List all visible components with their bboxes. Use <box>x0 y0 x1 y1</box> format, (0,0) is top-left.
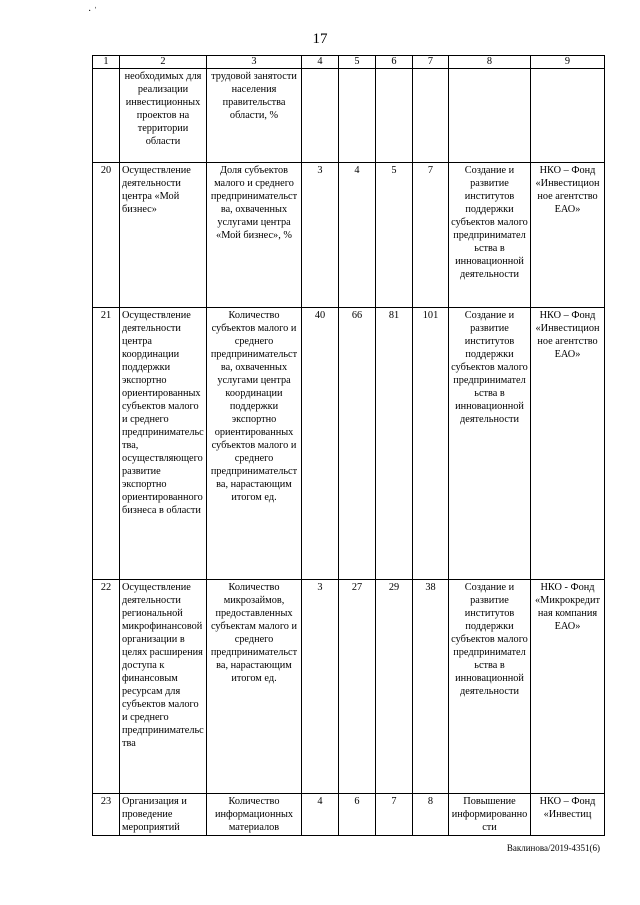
cell-value: 8 <box>413 794 449 836</box>
cell-value: 3 <box>302 163 339 308</box>
cell-num: 20 <box>93 163 120 308</box>
cell-executor: НКО – Фонд «Инвестиционное агентство ЕАО» <box>531 308 605 580</box>
cell-value: 66 <box>339 308 376 580</box>
cell-activity: Осуществление деятельности центра координации поддержки экспортно ориентированных субъектов малого и среднего предпринимательства, осуществляющего развитие экспортно ориентированного бизнеса в области <box>120 308 207 580</box>
cell-result: Создание и развитие институтов поддержки субъектов малого предпринимательства в инновационной деятельности <box>449 308 531 580</box>
cell-value: 4 <box>302 794 339 836</box>
cell-executor: НКО - Фонд «Микрокредитная компания ЕАО» <box>531 580 605 794</box>
table-row <box>93 580 605 794</box>
cell-value: 6 <box>339 794 376 836</box>
table-row <box>93 794 605 836</box>
header-cell: 6 <box>376 56 413 69</box>
program-table <box>92 55 605 836</box>
cell-value: 4 <box>339 163 376 308</box>
cell-value: 3 <box>302 580 339 794</box>
cell-value: 40 <box>302 308 339 580</box>
scan-marks: · ˈ <box>88 6 98 17</box>
cell-value: 29 <box>376 580 413 794</box>
cell-num: 21 <box>93 308 120 580</box>
cell-indicator: Количество информационных материалов <box>207 794 302 836</box>
cell-activity: Организация и проведение мероприятий <box>120 794 207 836</box>
header-cell: 4 <box>302 56 339 69</box>
table-row <box>93 163 605 308</box>
cell-value: 101 <box>413 308 449 580</box>
header-cell: 8 <box>449 56 531 69</box>
page-number: 17 <box>312 31 328 47</box>
cell-value: 81 <box>376 308 413 580</box>
header-cell: 2 <box>120 56 207 69</box>
cell-executor: НКО – Фонд «Инвестиционное агентство ЕАО» <box>531 163 605 308</box>
cell-value: 38 <box>413 580 449 794</box>
header-cell: 9 <box>531 56 605 69</box>
cell-value: 7 <box>413 163 449 308</box>
table-row-continuation <box>93 69 605 163</box>
cell-value <box>302 69 339 163</box>
cell-result: Создание и развитие институтов поддержки субъектов малого предпринимательства в инновационной деятельности <box>449 580 531 794</box>
cell-executor <box>531 69 605 163</box>
cell-value <box>413 69 449 163</box>
cell-value: 5 <box>376 163 413 308</box>
header-cell: 3 <box>207 56 302 69</box>
cell-value <box>339 69 376 163</box>
cell-result: Создание и развитие институтов поддержки субъектов малого предпринимательства в инновационной деятельности <box>449 163 531 308</box>
cell-value: 7 <box>376 794 413 836</box>
table-row <box>93 308 605 580</box>
cell-num <box>93 69 120 163</box>
header-cell: 7 <box>413 56 449 69</box>
cell-activity: Осуществление деятельности центра «Мой бизнес» <box>120 163 207 308</box>
cell-result <box>449 69 531 163</box>
cell-result: Повышение информированности <box>449 794 531 836</box>
cell-indicator: трудовой занятости населения правительства области, % <box>207 69 302 163</box>
header-cell: 1 <box>93 56 120 69</box>
cell-indicator: Количество микрозаймов, предоставленных субъектам малого и среднего предпринимательства, нарастающим итогом ед. <box>207 580 302 794</box>
cell-num: 22 <box>93 580 120 794</box>
header-cell: 5 <box>339 56 376 69</box>
cell-value <box>376 69 413 163</box>
cell-activity: Осуществление деятельности региональной микрофинансовой организации в целях расширения доступа к финансовым ресурсам для субъектов малого и среднего предпринимательства <box>120 580 207 794</box>
cell-num: 23 <box>93 794 120 836</box>
header-row <box>93 56 605 69</box>
cell-executor: НКО – Фонд «Инвестиц <box>531 794 605 836</box>
cell-indicator: Количество субъектов малого и среднего предпринимательства, охваченных услугами центра координации поддержки экспортно ориентированных субъектов малого и среднего предпринимательства, нарастающим итогом ед. <box>207 308 302 580</box>
document-footer-code: Ваклинова/2019-4351(6) <box>506 843 600 853</box>
cell-value: 27 <box>339 580 376 794</box>
cell-indicator: Доля субъектов малого и среднего предпринимательства, охваченных услугами центра «Мой бизнес», % <box>207 163 302 308</box>
cell-activity: необходимых для реализации инвестиционных проектов на территории области <box>120 69 207 163</box>
